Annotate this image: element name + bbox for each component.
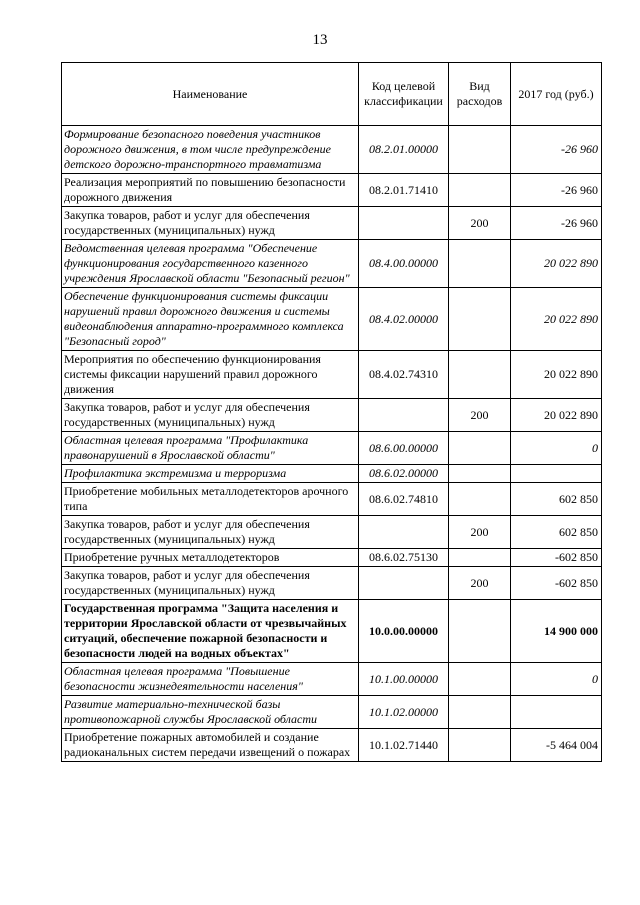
cell-name: Приобретение пожарных автомобилей и создание радиоканальных систем передачи извещений о пожарах bbox=[62, 729, 359, 762]
cell-name: Закупка товаров, работ и услуг для обеспечения государственных (муниципальных) нужд bbox=[62, 399, 359, 432]
cell-amount: 602 850 bbox=[511, 516, 602, 549]
table-row bbox=[62, 567, 602, 600]
cell-amount: -26 960 bbox=[511, 207, 602, 240]
cell-amount: -602 850 bbox=[511, 567, 602, 600]
cell-name: Областная целевая программа "Профилактика правонарушений в Ярославской области" bbox=[62, 432, 359, 465]
cell-code bbox=[359, 207, 449, 240]
table-header-row bbox=[62, 63, 602, 126]
cell-name: Закупка товаров, работ и услуг для обеспечения государственных (муниципальных) нужд bbox=[62, 516, 359, 549]
cell-type: 200 bbox=[449, 516, 511, 549]
table-row bbox=[62, 399, 602, 432]
cell-amount bbox=[511, 465, 602, 483]
cell-amount: -602 850 bbox=[511, 549, 602, 567]
cell-type bbox=[449, 729, 511, 762]
cell-type bbox=[449, 174, 511, 207]
cell-code bbox=[359, 399, 449, 432]
cell-type bbox=[449, 432, 511, 465]
cell-type bbox=[449, 696, 511, 729]
cell-amount: 0 bbox=[511, 663, 602, 696]
cell-code: 08.4.02.74310 bbox=[359, 351, 449, 399]
cell-name: Приобретение мобильных металлодетекторов арочного типа bbox=[62, 483, 359, 516]
cell-amount bbox=[511, 696, 602, 729]
cell-name: Приобретение ручных металлодетекторов bbox=[62, 549, 359, 567]
cell-amount: -26 960 bbox=[511, 174, 602, 207]
budget-table bbox=[61, 62, 602, 762]
cell-code: 10.1.02.71440 bbox=[359, 729, 449, 762]
cell-name: Областная целевая программа "Повышение безопасности жизнедеятельности населения" bbox=[62, 663, 359, 696]
cell-amount: -26 960 bbox=[511, 126, 602, 174]
cell-name: Обеспечение функционирования системы фиксации нарушений правил дорожного движения и системы видеонаблюдения аппаратно-программного комплекса "Безопасный город" bbox=[62, 288, 359, 351]
cell-code: 10.1.02.00000 bbox=[359, 696, 449, 729]
header-amount: 2017 год (руб.) bbox=[511, 63, 602, 126]
table-row bbox=[62, 663, 602, 696]
cell-amount: 14 900 000 bbox=[511, 600, 602, 663]
cell-code: 08.6.02.74810 bbox=[359, 483, 449, 516]
table-row bbox=[62, 729, 602, 762]
cell-name: Мероприятия по обеспечению функционирования системы фиксации нарушений правил дорожного движения bbox=[62, 351, 359, 399]
table-row bbox=[62, 174, 602, 207]
cell-type: 200 bbox=[449, 567, 511, 600]
cell-amount: 602 850 bbox=[511, 483, 602, 516]
table-row bbox=[62, 288, 602, 351]
table-row bbox=[62, 465, 602, 483]
table-row bbox=[62, 696, 602, 729]
header-code: Код целевой классификации bbox=[359, 63, 449, 126]
cell-type bbox=[449, 465, 511, 483]
table-row bbox=[62, 600, 602, 663]
header-name: Наименование bbox=[62, 63, 359, 126]
page-number: 13 bbox=[312, 32, 328, 48]
cell-type bbox=[449, 240, 511, 288]
cell-code: 10.1.00.00000 bbox=[359, 663, 449, 696]
cell-type bbox=[449, 663, 511, 696]
table-row bbox=[62, 207, 602, 240]
cell-code: 08.4.00.00000 bbox=[359, 240, 449, 288]
table-row bbox=[62, 351, 602, 399]
cell-name: Закупка товаров, работ и услуг для обеспечения государственных (муниципальных) нужд bbox=[62, 207, 359, 240]
table-row bbox=[62, 483, 602, 516]
cell-type bbox=[449, 351, 511, 399]
cell-type bbox=[449, 483, 511, 516]
table-row bbox=[62, 126, 602, 174]
cell-name: Государственная программа "Защита населения и территории Ярославской области от чрезвычайных ситуаций, обеспечение пожарной безопасности и безопасности людей на водных объектах" bbox=[62, 600, 359, 663]
table-row bbox=[62, 432, 602, 465]
cell-type bbox=[449, 288, 511, 351]
header-type: Вид расходов bbox=[449, 63, 511, 126]
cell-type bbox=[449, 549, 511, 567]
table-row bbox=[62, 549, 602, 567]
cell-type bbox=[449, 126, 511, 174]
cell-amount: 20 022 890 bbox=[511, 240, 602, 288]
cell-name: Реализация мероприятий по повышению безопасности дорожного движения bbox=[62, 174, 359, 207]
cell-code: 10.0.00.00000 bbox=[359, 600, 449, 663]
cell-type: 200 bbox=[449, 399, 511, 432]
cell-code: 08.6.00.00000 bbox=[359, 432, 449, 465]
cell-code bbox=[359, 516, 449, 549]
cell-name: Ведомственная целевая программа "Обеспечение функционирования государственного казенного учреждения Ярославской области "Безопасный регион" bbox=[62, 240, 359, 288]
cell-code: 08.2.01.00000 bbox=[359, 126, 449, 174]
cell-code: 08.2.01.71410 bbox=[359, 174, 449, 207]
cell-name: Развитие материально-технической базы противопожарной службы Ярославской области bbox=[62, 696, 359, 729]
cell-type bbox=[449, 600, 511, 663]
table-row bbox=[62, 240, 602, 288]
cell-code: 08.6.02.75130 bbox=[359, 549, 449, 567]
cell-amount: 20 022 890 bbox=[511, 288, 602, 351]
cell-name: Профилактика экстремизма и терроризма bbox=[62, 465, 359, 483]
cell-amount: 0 bbox=[511, 432, 602, 465]
cell-amount: -5 464 004 bbox=[511, 729, 602, 762]
cell-code: 08.4.02.00000 bbox=[359, 288, 449, 351]
cell-name: Формирование безопасного поведения участников дорожного движения, в том числе предупреждение детского дорожно-транспортного травматизма bbox=[62, 126, 359, 174]
cell-amount: 20 022 890 bbox=[511, 399, 602, 432]
table-row bbox=[62, 516, 602, 549]
cell-amount: 20 022 890 bbox=[511, 351, 602, 399]
cell-code: 08.6.02.00000 bbox=[359, 465, 449, 483]
cell-name: Закупка товаров, работ и услуг для обеспечения государственных (муниципальных) нужд bbox=[62, 567, 359, 600]
cell-code bbox=[359, 567, 449, 600]
cell-type: 200 bbox=[449, 207, 511, 240]
